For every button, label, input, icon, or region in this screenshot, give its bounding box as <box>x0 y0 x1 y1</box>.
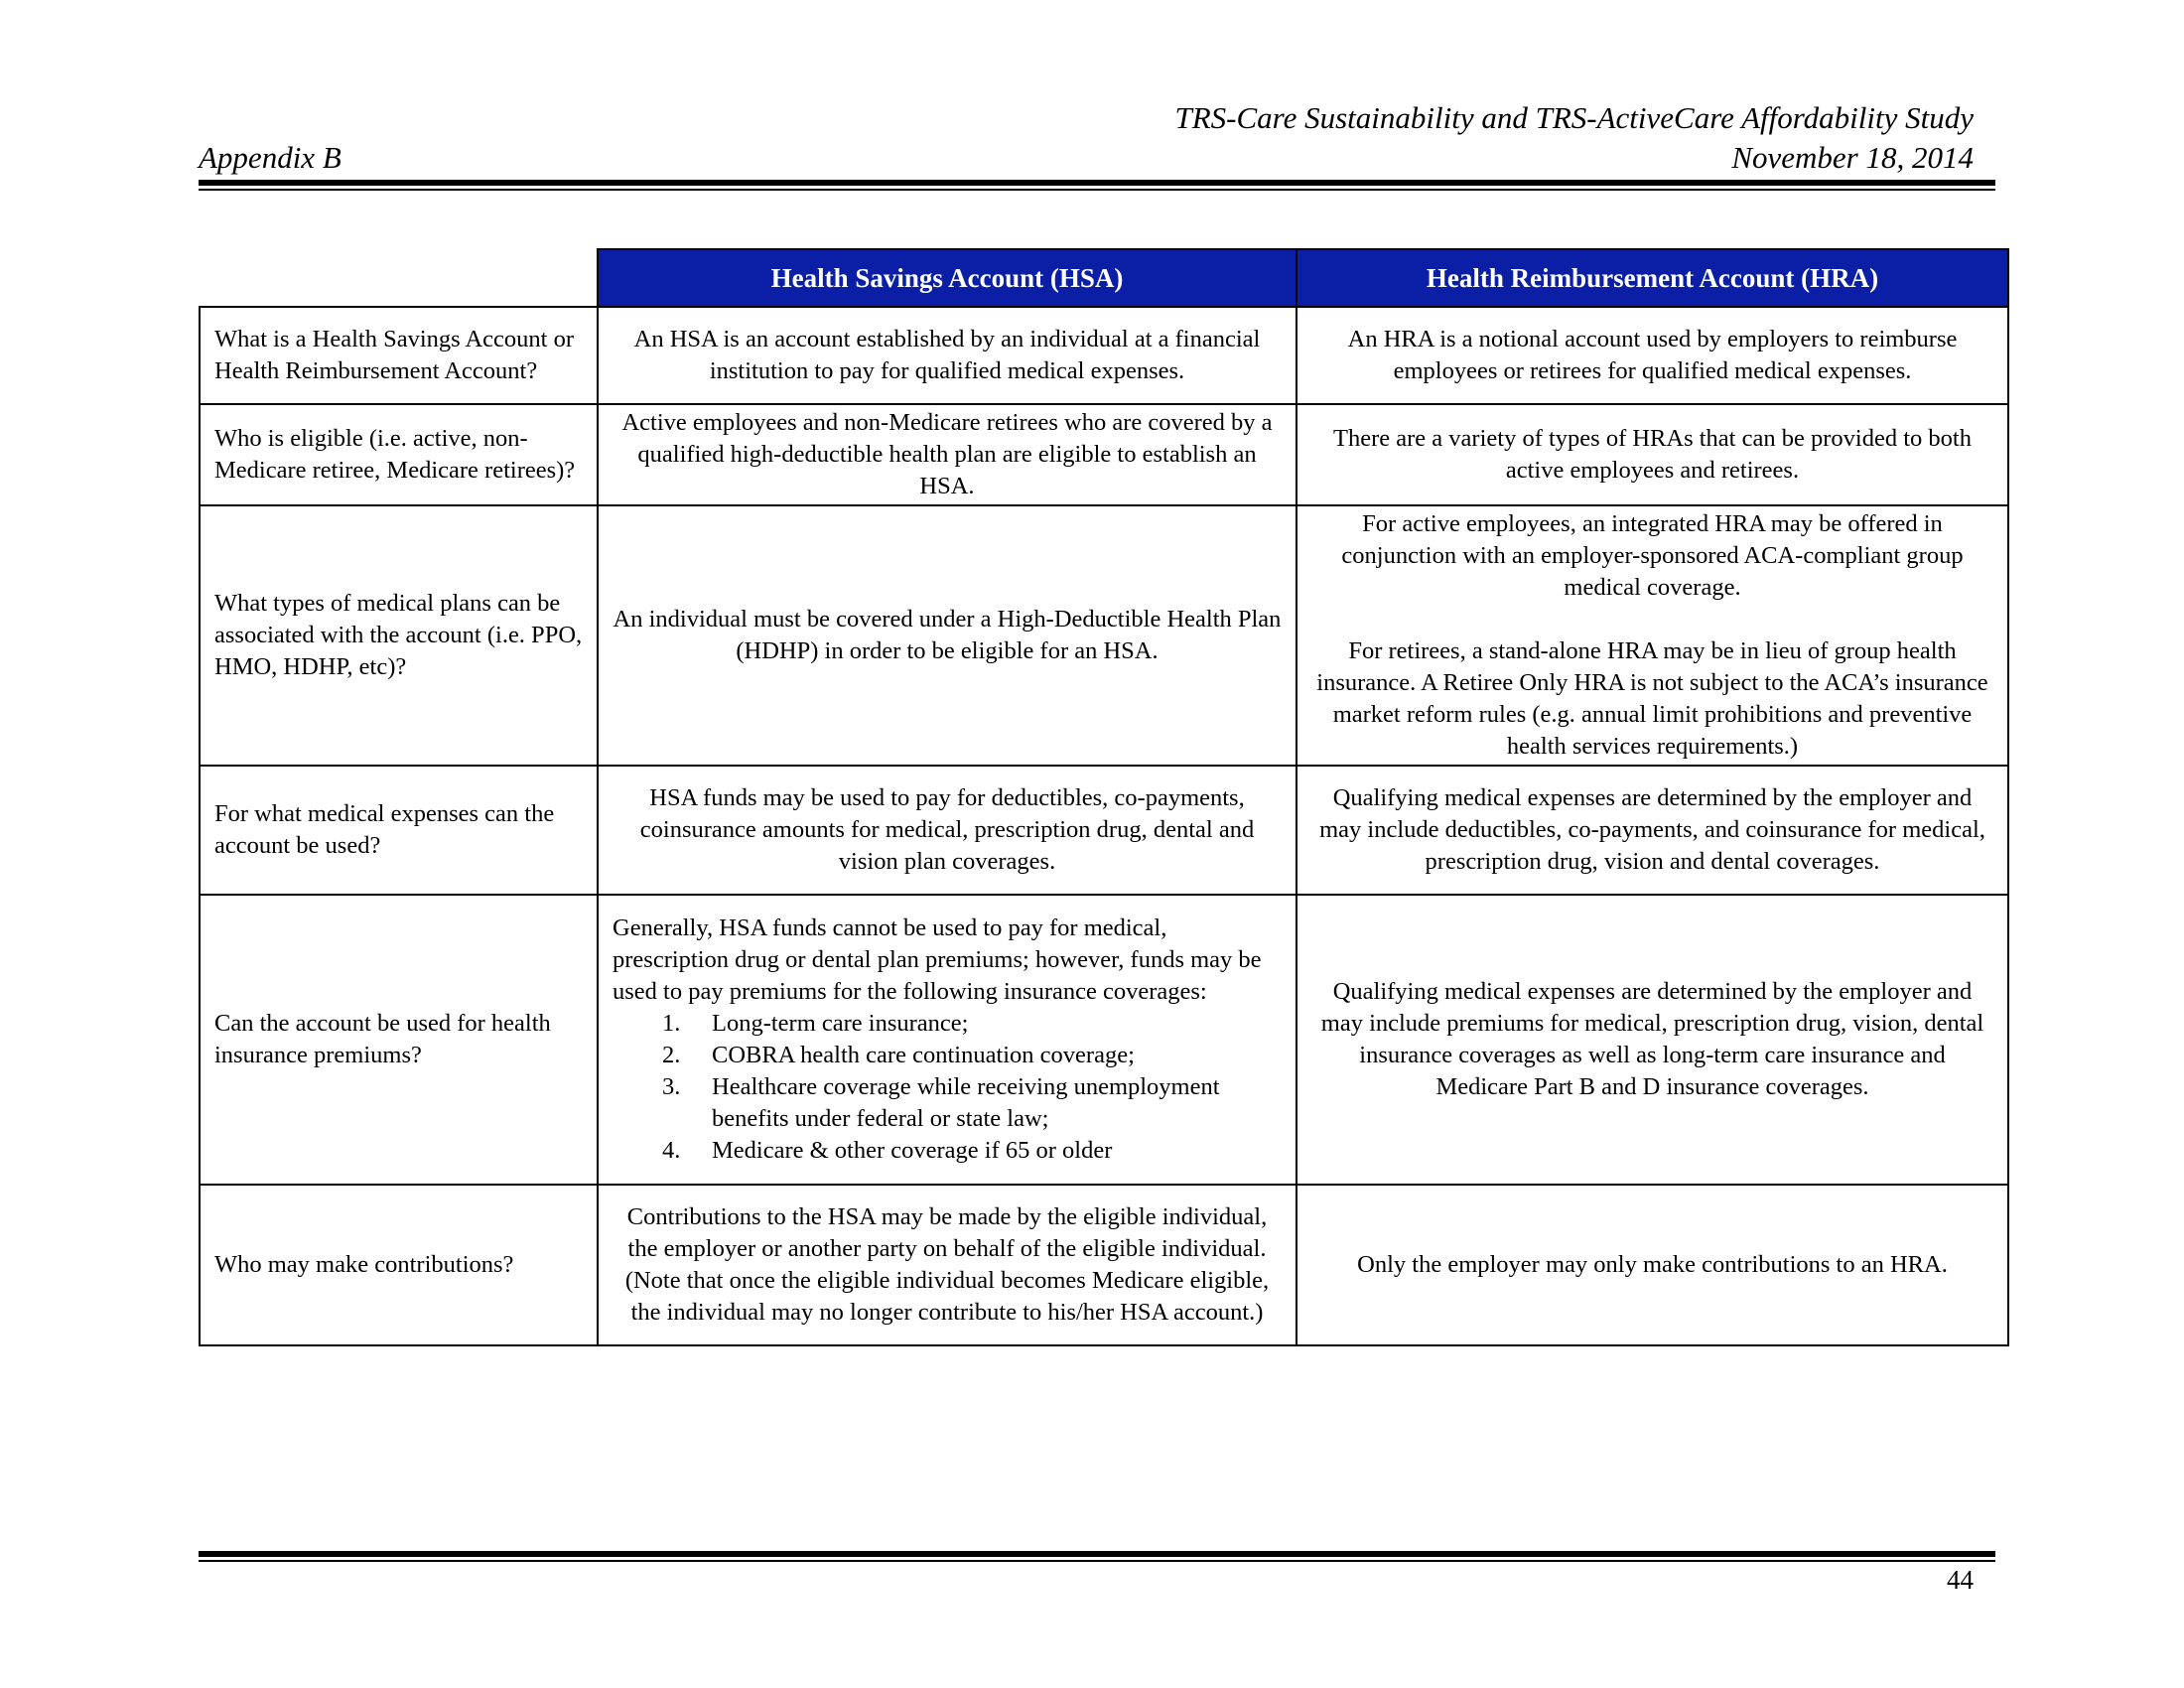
question-cell: What is a Health Savings Account or Health Reimbursement Account? <box>200 307 598 404</box>
list-item: 2. COBRA health care continuation coverage; <box>662 1042 1135 1068</box>
column-header-hsa: Health Savings Account (HSA) <box>598 249 1297 307</box>
comparison-table <box>199 248 2009 1346</box>
table-row <box>200 1185 2008 1345</box>
question-cell: Who is eligible (i.e. active, non-Medicare retiree, Medicare retirees)? <box>200 404 598 505</box>
table-row <box>200 895 2008 1185</box>
question-cell: Who may make contributions? <box>200 1185 598 1345</box>
table-row <box>200 505 2008 766</box>
hra-cell: Only the employer may only make contributions to an HRA. <box>1297 1185 2008 1345</box>
hra-paragraph-retirees: For retirees, a stand-alone HRA may be in lieu of group health insurance. A Retiree Only HRA is not subject to the ACA’s insurance market reform rules (e.g. annual limit prohibitions and preventive health services requirements.) <box>1316 637 1988 760</box>
hra-cell <box>1297 505 2008 766</box>
list-item: 1. Long-term care insurance; <box>662 1010 969 1037</box>
hsa-cell: An individual must be covered under a High-Deductible Health Plan (HDHP) in order to be eligible for an HSA. <box>598 505 1297 766</box>
hsa-cell: Contributions to the HSA may be made by the eligible individual, the employer or another party on behalf of the eligible individual. (Note that once the eligible individual becomes Medicare eligible, the individual may no longer contribute to his/her HSA account.) <box>598 1185 1297 1345</box>
hra-cell: Qualifying medical expenses are determined by the employer and may include premiums for medical, prescription drug, vision, dental insurance coverages as well as long-term care insurance and Medicare Part B and D insurance coverages. <box>1297 895 2008 1185</box>
page-number: 44 <box>1947 1565 1974 1595</box>
footer-rule-thin <box>199 1560 1995 1562</box>
list-item: 3. Healthcare coverage while receiving unemployment benefits under federal or state law; <box>662 1073 1220 1132</box>
header-rule-thick <box>199 180 1995 186</box>
hsa-cell: Active employees and non-Medicare retirees who are covered by a qualified high-deductible health plan are eligible to establish an HSA. <box>598 404 1297 505</box>
hra-paragraph-active: For active employees, an integrated HRA may be offered in conjunction with an employer-sponsored ACA-compliant group medical coverage. <box>1341 510 1964 601</box>
hra-cell: There are a variety of types of HRAs that can be provided to both active employees and retirees. <box>1297 404 2008 505</box>
table-row <box>200 307 2008 404</box>
question-cell: For what medical expenses can the account be used? <box>200 766 598 895</box>
appendix-label: Appendix B <box>199 140 341 175</box>
table-row <box>200 766 2008 895</box>
column-header-hra: Health Reimbursement Account (HRA) <box>1297 249 2008 307</box>
hsa-cell: An HSA is an account established by an individual at a financial institution to pay for qualified medical expenses. <box>598 307 1297 404</box>
table-corner-cell <box>200 249 598 307</box>
hra-cell: An HRA is a notional account used by employers to reimburse employees or retirees for qualified medical expenses. <box>1297 307 2008 404</box>
table-header-row <box>200 249 2008 307</box>
footer-rule-thick <box>199 1551 1995 1557</box>
header-rule-thin <box>199 189 1995 191</box>
premium-list <box>613 1008 1282 1167</box>
study-title: TRS-Care Sustainability and TRS-ActiveCare Affordability Study <box>1174 100 1974 135</box>
hra-cell: Qualifying medical expenses are determined by the employer and may include deductibles, co-payments, and coinsurance for medical, prescription drug, vision and dental coverages. <box>1297 766 2008 895</box>
question-cell: What types of medical plans can be associated with the account (i.e. PPO, HMO, HDHP, etc)? <box>200 505 598 766</box>
hsa-premium-intro: Generally, HSA funds cannot be used to pay for medical, prescription drug or dental plan premiums; however, funds may be used to pay premiums for the following insurance coverages: <box>613 914 1262 1005</box>
report-date: November 18, 2014 <box>1731 140 1974 175</box>
question-cell: Can the account be used for health insurance premiums? <box>200 895 598 1185</box>
hsa-cell: HSA funds may be used to pay for deductibles, co-payments, coinsurance amounts for medical, prescription drug, dental and vision plan coverages. <box>598 766 1297 895</box>
hsa-cell <box>598 895 1297 1185</box>
list-item: 4. Medicare & other coverage if 65 or older <box>662 1137 1113 1164</box>
table-row <box>200 404 2008 505</box>
